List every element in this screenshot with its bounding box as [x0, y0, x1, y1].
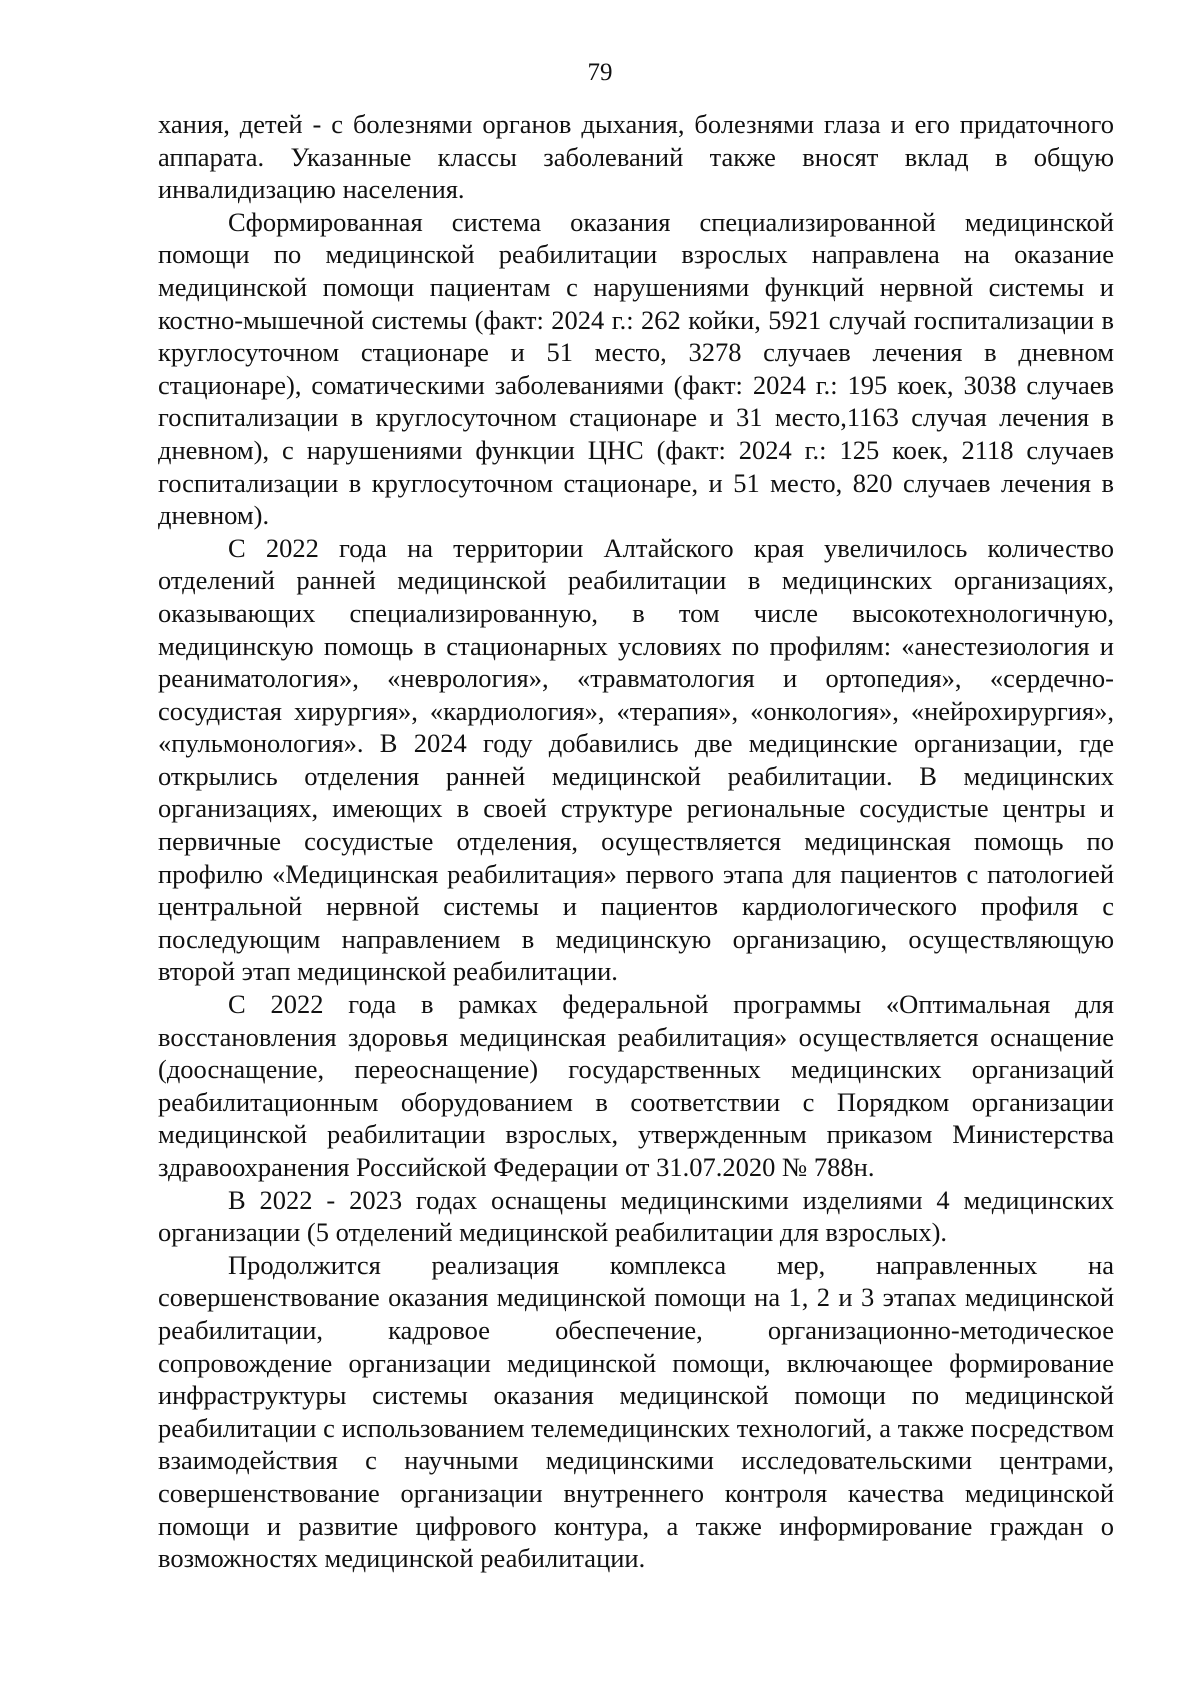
paragraph-rehab-system: Сформированная система оказания специализированной медицинской помощи по медицинской реабилитации взрослых направлена на оказание медицинской помощи пациентам с нарушениями функций нервной системы и костно-мышечной системы (факт: 2024 г.: 262 койки, 5921 случай госпитализации в круглосуточном стационаре и 51 место, 3278 случаев лечения в дневном стационаре), соматическими заболеваниями (факт: 2024 г.: 195 коек, 3038 случаев госпитализации в круглосуточном стационаре и 31 место,1163 случая лечения в дневном), с нарушениями функции ЦНС (факт: 2024 г.: 125 коек, 2118 случаев госпитализации в круглосуточном стационаре, и 51 место, 820 случаев лечения в дневном).	[158, 206, 1114, 531]
paragraph-equipment-2022-2023: В 2022 - 2023 годах оснащены медицинскими изделиями 4 медицинских организации (5 отделений медицинской реабилитации для взрослых).	[158, 1184, 1114, 1248]
paragraph-federal-program: С 2022 года в рамках федеральной программы «Оптимальная для восстановления здоровья медицинская реабилитация» осуществляется оснащение (дооснащение, переоснащение) государственных медицинских организаций реабилитационным оборудованием в соответствии с Порядком организации медицинской реабилитации взрослых, утвержденным приказом Министерства здравоохранения Российской Федерации от 31.07.2020 № 788н.	[158, 989, 1114, 1182]
page-number: 79	[587, 59, 613, 86]
document-body	[158, 108, 1114, 1575]
paragraph-continuation: хания, детей - с болезнями органов дыхания, болезнями глаза и его придаточного аппарата. Указанные классы заболеваний также вносят вклад в общую инвалидизацию населения.	[158, 109, 1114, 205]
paragraph-further-measures: Продолжится реализация комплекса мер, направленных на совершенствование оказания медицинской помощи на 1, 2 и 3 этапах медицинской реабилитации, кадровое обеспечение, организационно-методическое сопровождение организации медицинской помощи, включающее формирование инфраструктуры системы оказания медицинской помощи по медицинской реабилитации с использованием телемедицинских технологий, а также посредством взаимодействия с научными медицинскими исследовательскими центрами, совершенствование организации внутреннего контроля качества медицинской помощи и развитие цифрового контура, а также информирование граждан о возможностях медицинской реабилитации.	[158, 1249, 1114, 1574]
paragraph-early-rehab-departments: С 2022 года на территории Алтайского края увеличилось количество отделений ранней медицинской реабилитации в медицинских организациях, оказывающих специализированную, в том числе высокотехнологичную, медицинскую помощь в стационарных условиях по профилям: «анестезиология и реаниматология», «неврология», «травматология и ортопедия», «сердечно-сосудистая хирургия», «кардиология», «терапия», «онкология», «нейрохирургия», «пульмонология». В 2024 году добавились две медицинские организации, где открылись отделения ранней медицинской реабилитации. В медицинских организациях, имеющих в своей структуре региональные сосудистые центры и первичные сосудистые отделения, осуществляется медицинская помощь по профилю «Медицинская реабилитация» первого этапа для пациентов с патологией центральной нервной системы и пациентов кардиологического профиля с последующим направлением в медицинскую организацию, осуществляющую второй этап медицинской реабилитации.	[158, 532, 1114, 987]
